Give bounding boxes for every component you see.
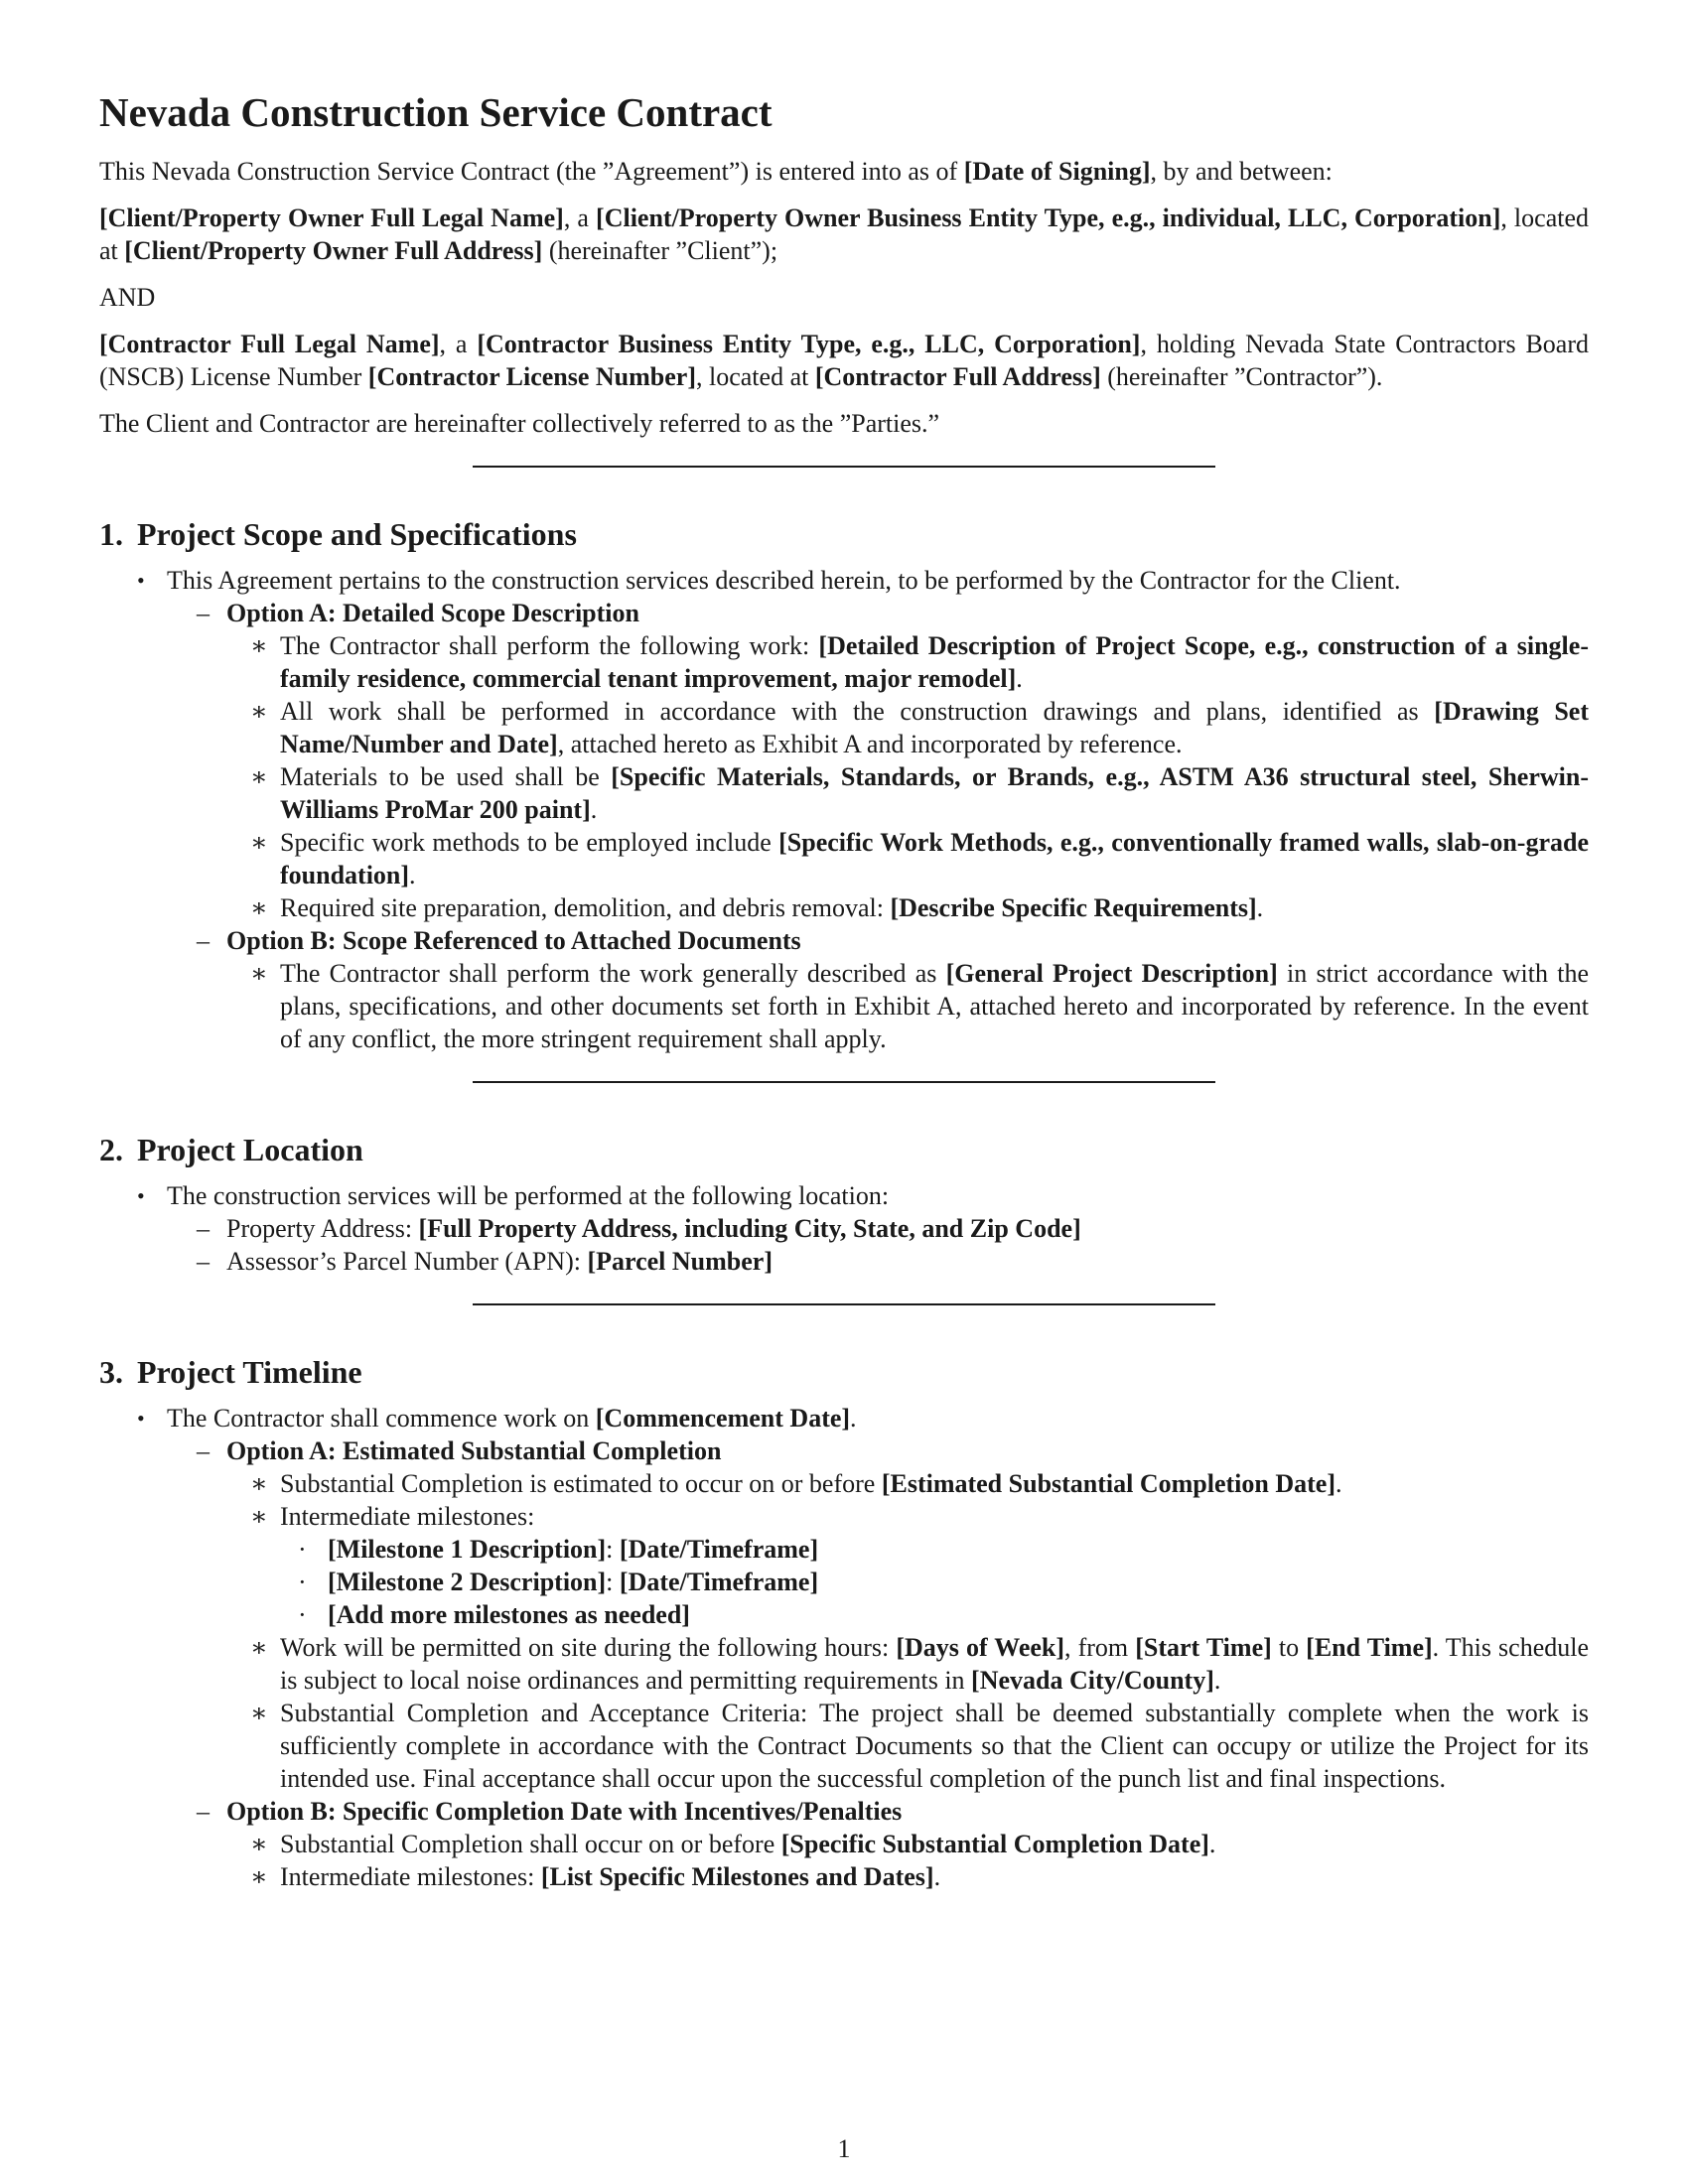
- item-text: Substantial Completion shall occur on or before: [280, 1830, 781, 1858]
- item-text: All work shall be performed in accordance with the construction drawings and plans, identified as: [280, 697, 1435, 726]
- milestone-item: [99, 1533, 1589, 1566]
- section-number: 2.: [99, 1132, 123, 1167]
- asterisk-icon: ∗: [250, 1502, 268, 1531]
- list-item: [99, 891, 1589, 924]
- section-2-heading: [99, 1130, 1589, 1169]
- intro-paragraph-contractor: [99, 328, 1589, 393]
- section-1-heading: [99, 514, 1589, 554]
- item-text: Specific work methods to be employed include: [280, 828, 779, 857]
- asterisk-icon: ∗: [250, 1862, 268, 1891]
- section-3-list: [99, 1402, 1589, 1893]
- option-heading: [99, 1434, 1589, 1467]
- placeholder-work-methods: [Specific Work Methods, e.g., conventionally framed walls, slab-on-grade foundation]: [280, 828, 1589, 889]
- placeholder-contractor-address: [Contractor Full Address]: [814, 362, 1101, 391]
- intro-text: , located at: [99, 204, 1590, 265]
- item-text: The Contractor shall commence work on: [167, 1404, 596, 1433]
- section-title: Project Location: [137, 1132, 363, 1167]
- option-heading: [99, 924, 1589, 957]
- placeholder-general-description: [General Project Description]: [945, 959, 1278, 988]
- placeholder-commencement-date: [Commencement Date]: [595, 1404, 851, 1433]
- intro-text: (hereinafter ”Client”);: [542, 236, 778, 265]
- bullet-icon: •: [137, 1183, 145, 1208]
- item-text: , attached hereto as Exhibit A and incorporated by reference.: [557, 730, 1183, 758]
- intro-text: This Nevada Construction Service Contract (the ”Agreement”) is entered into as of: [99, 157, 964, 186]
- item-text: Materials to be used shall be: [280, 762, 612, 791]
- placeholder-milestone-1-date: [Date/Timeframe]: [619, 1535, 819, 1564]
- milestone-item: [99, 1566, 1589, 1598]
- item-text: Intermediate milestones:: [280, 1862, 541, 1891]
- list-item: [99, 564, 1589, 597]
- item-text: The Contractor shall perform the work generally described as: [280, 959, 946, 988]
- asterisk-icon: ∗: [250, 1633, 268, 1662]
- placeholder-site-requirements: [Describe Specific Requirements]: [890, 893, 1257, 922]
- item-text: :: [606, 1535, 620, 1564]
- item-text: Work will be permitted on site during the following hours:: [280, 1633, 897, 1662]
- placeholder-drawing-set: [Drawing Set Name/Number and Date]: [280, 697, 1590, 758]
- asterisk-icon: ∗: [250, 1699, 268, 1727]
- list-item: [99, 1212, 1589, 1245]
- dot-icon: ·: [298, 1568, 307, 1596]
- list-item: [99, 1402, 1589, 1434]
- placeholder-milestone-2-date: [Date/Timeframe]: [619, 1568, 819, 1596]
- section-divider: [473, 1081, 1215, 1083]
- list-item: [99, 1697, 1589, 1795]
- placeholder-end-time: [End Time]: [1306, 1633, 1433, 1662]
- dash-icon: –: [197, 926, 210, 955]
- section-1-list: [99, 564, 1589, 1055]
- section-divider: [473, 466, 1215, 468]
- item-text: :: [606, 1568, 620, 1596]
- placeholder-parcel-number: [Parcel Number]: [587, 1247, 773, 1276]
- asterisk-icon: ∗: [250, 697, 268, 726]
- dot-icon: ·: [298, 1600, 307, 1629]
- placeholder-date-of-signing: [Date of Signing]: [963, 157, 1151, 186]
- list-item: [99, 957, 1589, 1055]
- bullet-icon: •: [137, 1406, 145, 1431]
- item-text: This Agreement pertains to the construction services described herein, to be performed by the Contractor for the Client.: [167, 566, 1401, 595]
- page-number: 1: [837, 2134, 851, 2163]
- item-text: .: [590, 795, 598, 824]
- intro-text: , by and between:: [1150, 157, 1333, 186]
- intro-and: AND: [99, 283, 156, 312]
- document-title: Nevada Construction Service Contract: [99, 89, 773, 135]
- item-text: . This schedule is subject to local noise ordinances and permitting requirements in: [280, 1633, 1590, 1695]
- list-item: [99, 695, 1589, 760]
- option-b-label: Option B: Scope Referenced to Attached Documents: [226, 926, 801, 955]
- list-item: [99, 1179, 1589, 1212]
- placeholder-estimated-completion-date: [Estimated Substantial Completion Date]: [881, 1469, 1336, 1498]
- item-text: .: [850, 1404, 857, 1433]
- placeholder-days-of-week: [Days of Week]: [896, 1633, 1065, 1662]
- item-text: Substantial Completion and Acceptance Criteria: The project shall be deemed substantially complete when the work is sufficiently complete in accordance with the Contract Documents so that the Client can occupy or utilize the Project for its intended use. Final acceptance shall occur upon the successful completion of the punch list and final inspections.: [280, 1699, 1589, 1793]
- item-text: .: [1016, 664, 1023, 693]
- section-3-heading: [99, 1352, 1589, 1392]
- section-number: 1.: [99, 516, 123, 552]
- dot-icon: ·: [298, 1535, 307, 1564]
- item-text: .: [1213, 1666, 1221, 1695]
- section-title: Project Timeline: [137, 1354, 362, 1390]
- option-a-label: Option A: Estimated Substantial Completion: [226, 1436, 722, 1465]
- item-text: The Contractor shall perform the following work:: [280, 631, 819, 660]
- intro-text: , holding Nevada State Contractors Board (NSCB) License Number: [99, 330, 1589, 391]
- section-divider: [473, 1303, 1215, 1305]
- item-text: .: [1256, 893, 1264, 922]
- option-heading: [99, 597, 1589, 629]
- list-item: [99, 1245, 1589, 1278]
- section-title: Project Scope and Specifications: [137, 516, 577, 552]
- item-text: .: [1336, 1469, 1342, 1498]
- placeholder-milestone-2: [Milestone 2 Description]: [328, 1568, 607, 1596]
- intro-text: , a: [439, 330, 478, 358]
- asterisk-icon: ∗: [250, 959, 268, 988]
- item-text: .: [1208, 1830, 1216, 1858]
- placeholder-start-time: [Start Time]: [1135, 1633, 1272, 1662]
- item-text: The construction services will be performed at the following location:: [167, 1181, 890, 1210]
- dash-icon: –: [197, 1436, 210, 1465]
- item-text: Property Address:: [226, 1214, 419, 1243]
- placeholder-client-address: [Client/Property Owner Full Address]: [124, 236, 543, 265]
- list-item: [99, 629, 1589, 695]
- item-text: .: [409, 861, 416, 889]
- item-text: Required site preparation, demolition, and debris removal:: [280, 893, 891, 922]
- item-text: .: [933, 1862, 941, 1891]
- document-content: [99, 87, 1589, 1893]
- list-item: [99, 826, 1589, 891]
- intro-text: , located at: [696, 362, 815, 391]
- placeholder-city-county: [Nevada City/County]: [971, 1666, 1214, 1695]
- list-item: [99, 760, 1589, 826]
- placeholder-specific-completion-date: [Specific Substantial Completion Date]: [780, 1830, 1209, 1858]
- placeholder-property-address: [Full Property Address, including City, State, and Zip Code]: [418, 1214, 1081, 1243]
- milestone-item: [99, 1598, 1589, 1631]
- bullet-icon: •: [137, 568, 145, 593]
- intro-text: (hereinafter ”Contractor”).: [1100, 362, 1383, 391]
- asterisk-icon: ∗: [250, 631, 268, 660]
- intro-parties: The Client and Contractor are hereinafter collectively referred to as the ”Parties.”: [99, 409, 940, 438]
- list-item: [99, 1500, 1589, 1533]
- option-a-label: Option A: Detailed Scope Description: [226, 599, 639, 627]
- dash-icon: –: [197, 1214, 210, 1243]
- item-text: Intermediate milestones:: [280, 1502, 535, 1531]
- placeholder-scope: [Detailed Description of Project Scope, e.g., construction of a single-family residence, commercial tenant improvement, major remodel]: [280, 631, 1589, 693]
- placeholder-milestone-1: [Milestone 1 Description]: [328, 1535, 607, 1564]
- list-item: [99, 1467, 1589, 1500]
- section-number: 3.: [99, 1354, 123, 1390]
- item-text: Assessor’s Parcel Number (APN):: [226, 1247, 588, 1276]
- dash-icon: –: [197, 599, 210, 627]
- item-text: , from: [1064, 1633, 1136, 1662]
- list-item: [99, 1860, 1589, 1893]
- list-item: [99, 1828, 1589, 1860]
- placeholder-contractor-name: [Contractor Full Legal Name]: [99, 330, 440, 358]
- asterisk-icon: ∗: [250, 1469, 268, 1498]
- item-text: Substantial Completion is estimated to occur on or before: [280, 1469, 882, 1498]
- asterisk-icon: ∗: [250, 893, 268, 922]
- intro-paragraph-client: [99, 202, 1589, 267]
- placeholder-more-milestones: [Add more milestones as needed]: [328, 1600, 690, 1629]
- placeholder-materials: [Specific Materials, Standards, or Brands, e.g., ASTM A36 structural steel, Sherwin-Williams ProMar 200 paint]: [280, 762, 1589, 824]
- asterisk-icon: ∗: [250, 828, 268, 857]
- placeholder-client-name: [Client/Property Owner Full Legal Name]: [99, 204, 564, 232]
- asterisk-icon: ∗: [250, 762, 268, 791]
- option-heading: [99, 1795, 1589, 1828]
- intro-text: , a: [563, 204, 597, 232]
- dash-icon: –: [197, 1247, 210, 1276]
- placeholder-contractor-license: [Contractor License Number]: [367, 362, 696, 391]
- list-item: [99, 1631, 1589, 1697]
- asterisk-icon: ∗: [250, 1830, 268, 1858]
- placeholder-specific-milestones: [List Specific Milestones and Dates]: [540, 1862, 934, 1891]
- intro-paragraph-date: [99, 155, 1589, 188]
- section-2-list: [99, 1179, 1589, 1278]
- option-b-label: Option B: Specific Completion Date with Incentives/Penalties: [226, 1797, 903, 1826]
- dash-icon: –: [197, 1797, 210, 1826]
- item-text: in strict accordance with the plans, specifications, and other documents set forth in Exhibit A, attached hereto and incorporated by reference. In the event of any conflict, the more stringent requirement shall apply.: [280, 959, 1589, 1053]
- placeholder-client-entity-type: [Client/Property Owner Business Entity Type, e.g., individual, LLC, Corporation]: [596, 204, 1501, 232]
- item-text: to: [1271, 1633, 1307, 1662]
- placeholder-contractor-entity-type: [Contractor Business Entity Type, e.g., LLC, Corporation]: [477, 330, 1141, 358]
